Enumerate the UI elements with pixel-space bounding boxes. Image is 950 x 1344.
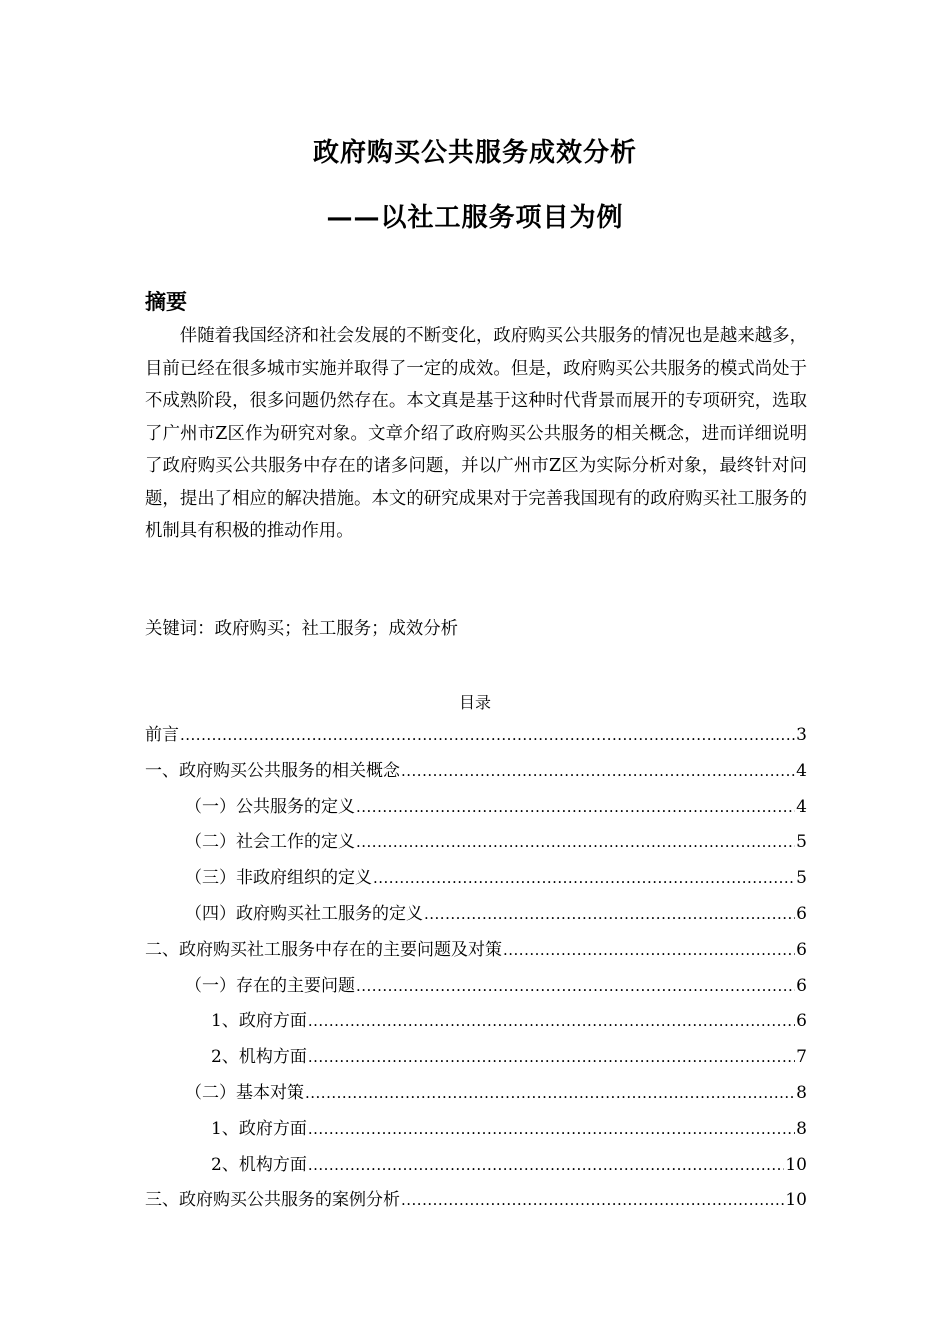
table-of-contents (145, 718, 807, 1219)
toc-entry[interactable] (145, 825, 807, 861)
toc-dot-leader (308, 1040, 795, 1076)
toc-dot-leader (356, 969, 795, 1005)
toc-title: 目录 (458, 693, 491, 712)
toc-dot-leader (180, 718, 795, 754)
toc-entry-label: 二、政府购买社工服务中存在的主要问题及对策 (145, 939, 502, 960)
toc-entry-page-number: 6 (796, 903, 807, 924)
toc-entry-page-number: 3 (796, 725, 807, 745)
toc-entry[interactable] (145, 1076, 807, 1112)
toc-dot-leader (373, 861, 795, 897)
toc-dot-leader (308, 1004, 795, 1040)
toc-dot-leader (503, 933, 795, 969)
toc-entry[interactable] (145, 1112, 807, 1148)
toc-entry[interactable] (145, 1004, 807, 1040)
toc-dot-leader (424, 897, 795, 933)
toc-entry-page-number: 4 (796, 760, 807, 781)
toc-entry-label: （一）存在的主要问题 (185, 975, 355, 996)
toc-entry[interactable] (145, 1040, 807, 1076)
toc-entry-label: （四）政府购买社工服务的定义 (185, 903, 423, 924)
toc-entry[interactable] (145, 969, 807, 1005)
toc-entry-page-number: 10 (785, 1190, 807, 1211)
toc-entry-page-number: 6 (796, 975, 807, 996)
toc-dot-leader (308, 1112, 795, 1148)
toc-entry-label: （二）基本对策 (185, 1082, 304, 1103)
toc-entry-label: 1、政府方面 (211, 1011, 307, 1032)
toc-entry-label: 1、政府方面 (211, 1118, 307, 1139)
toc-dot-leader (305, 1076, 795, 1112)
toc-entry[interactable] (145, 1183, 807, 1219)
toc-entry-page-number: 8 (796, 1118, 807, 1139)
toc-entry[interactable] (145, 790, 807, 826)
toc-dot-leader (401, 754, 795, 790)
keywords-line: 关键词：政府购买；社工服务；成效分析 (145, 619, 459, 639)
toc-entry[interactable] (145, 897, 807, 933)
toc-entry[interactable] (145, 754, 807, 790)
toc-entry[interactable] (145, 1148, 807, 1184)
abstract-body: 伴随着我国经济和社会发展的不断变化，政府购买公共服务的情况也是越来越多，目前已经在很多城市实施并取得了一定的成效。但是，政府购买公共服务的模式尚处于不成熟阶段，很多问题仍然存在。本文真是基于这种时代背景而展开的专项研究，选取了广州市Z区作为研究对象。文章介绍了政府购买公共服务的相关概念，进而详细说明了政府购买公共服务中存在的诸多问题，并以广州市Z区为实际分析对象，最终针对问题，提出了相应的解决措施。本文的研究成果对于完善我国现有的政府购买社工服务的机制具有积极的推动作用。 (145, 326, 807, 541)
toc-entry-label: （一）公共服务的定义 (185, 796, 355, 817)
toc-dot-leader (308, 1148, 785, 1184)
toc-entry-label: （二）社会工作的定义 (185, 832, 355, 853)
toc-entry-label: 2、机构方面 (211, 1154, 307, 1175)
toc-entry-page-number: 5 (796, 832, 807, 853)
toc-entry-label: 一、政府购买公共服务的相关概念 (145, 760, 400, 781)
toc-entry-label: 2、机构方面 (211, 1047, 307, 1068)
abstract-heading: 摘要 (145, 290, 187, 314)
toc-dot-leader (356, 825, 795, 861)
toc-entry[interactable] (145, 861, 807, 897)
toc-entry-page-number: 10 (785, 1154, 807, 1175)
toc-entry-page-number: 6 (796, 1011, 807, 1032)
document-subtitle: ——以社工服务项目为例 (326, 203, 624, 233)
toc-entry[interactable] (145, 933, 807, 969)
toc-entry-page-number: 8 (796, 1082, 807, 1103)
toc-dot-leader (356, 790, 795, 826)
toc-entry-label: 前言 (145, 725, 179, 745)
toc-entry-label: （三）非政府组织的定义 (185, 868, 372, 889)
toc-entry-page-number: 5 (796, 868, 807, 889)
toc-entry-page-number: 4 (796, 796, 807, 817)
toc-entry-page-number: 7 (796, 1047, 807, 1068)
toc-entry-label: 三、政府购买公共服务的案例分析 (145, 1190, 400, 1211)
toc-dot-leader (401, 1183, 784, 1219)
toc-entry[interactable] (145, 718, 807, 754)
document-title: 政府购买公共服务成效分析 (312, 138, 637, 168)
toc-entry-page-number: 6 (796, 939, 807, 960)
